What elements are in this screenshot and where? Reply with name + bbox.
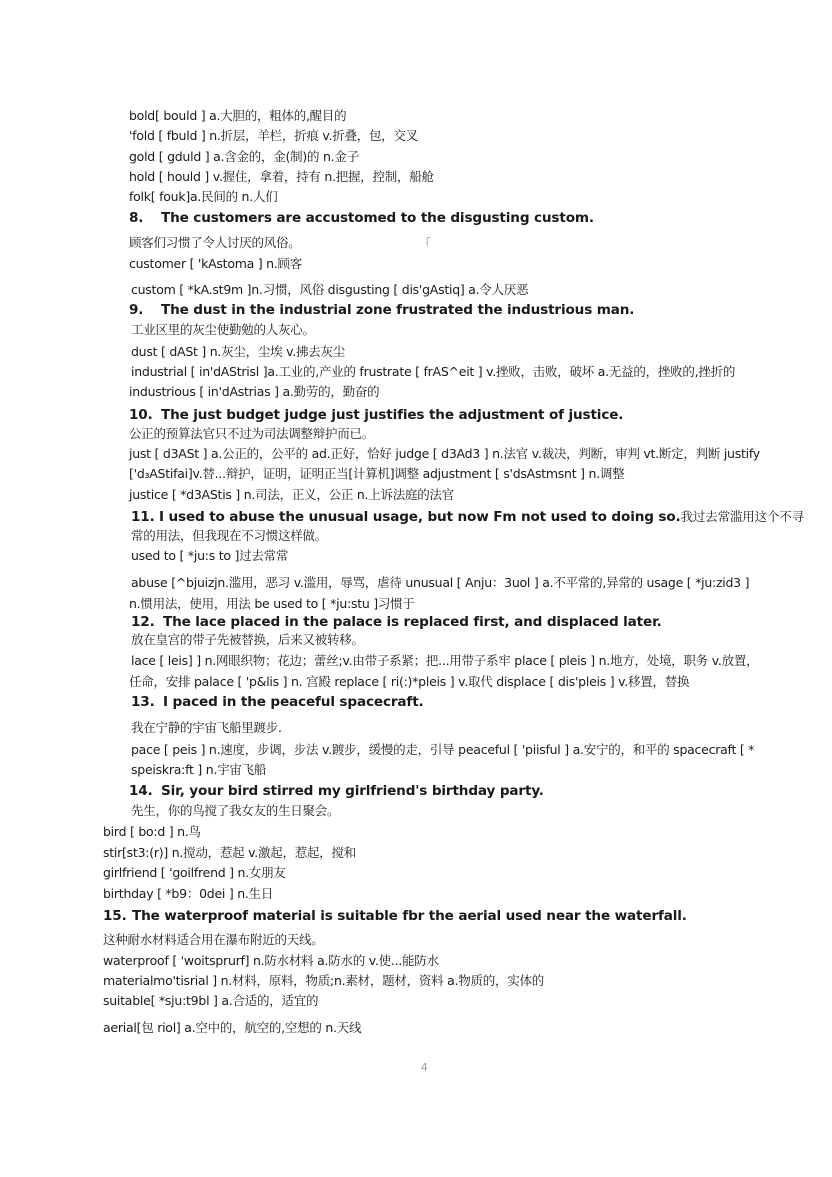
page-number: 4 [421,1062,428,1074]
text-line: ['d₃AStifai]v.替...辩护，证明，证明正当[计算机]调整 adjustment [ s'dsAstmsnt ] n.调整 [129,466,625,481]
heading-number: 14. [129,783,153,799]
text-line: industrial [ in'dAStrisl ]a.工业的,产业的 frustrate [ frAS^eit ] v.挫败，击败，破坏 a.无益的，挫败的,挫折的 [131,364,736,379]
text-line: justice [ *d3AStis ] n.司法，正义，公正 n.上诉法庭的法官 [129,487,455,502]
text-line: girlfriend [ 'goilfrend ] n.女朋友 [103,865,286,880]
text-line: pace [ peis ] n.速度，步调，步法 v.踱步，缓慢的走，引导 peaceful [ 'piisful ] a.安宁的，和平的 spacecraft [ * [131,742,755,757]
sentence-heading-14 [129,783,544,800]
text-line: 任命，安排 palace [ 'p&lis ] n. 宫殿 replace [ ri(:)*pleis ] v.取代 displace [ dis'pleis ] v.移置，替换 [129,674,690,689]
sentence-heading-10 [129,407,623,424]
heading-number: 10. [129,407,153,423]
sentence-heading-11 [131,508,804,526]
text-line: speiskra:ft ] n.宇宙飞船 [131,762,267,777]
text-line: 工业区里的灰尘使勤勉的人灰心。 [131,322,315,337]
text-line: 先生，你的鸟搅了我女友的生日聚会。 [131,803,340,818]
text-line: customer [ 'kAstoma ] n.顾客 [129,256,303,271]
text-line: 我在宁静的宇宙飞船里踱步. [131,720,282,735]
heading-translation: 我过去常滥用这个不寻 [680,509,805,524]
text-line: lace [ leis] ] n.网眼织物；花边；蕾丝;v.由带子系紧；把...用带子系牢 place [ pleis ] n.地方，处境，职务 v.放置， [131,653,759,668]
text-line: hold [ hould ] v.握住，拿着，持有 n.把握，控制，船舱 [129,169,434,184]
text-line: waterproof [ 'woitsprurf] n.防水材料 a.防水的 v.使...能防水 [103,953,439,968]
text-line: used to [ *ju:s to ]过去常常 [131,548,289,563]
heading-number: 13. [131,694,155,710]
heading-number: 9. [129,302,144,318]
heading-number: 8. [129,210,144,226]
heading-number: 11. [131,509,155,525]
text-line: 'fold [ fbuld ] n.折层，羊栏，折痕 v.折叠，包，交叉 [129,128,418,143]
text-line: 常的用法，但我现在不习惯这样做。 [131,528,328,543]
heading-number: 15. [103,908,127,924]
text-line: folk[ fouk]a.民间的 n.人们 [129,189,278,204]
text-line: abuse [^bjuizjn.滥用，恶习 v.滥用，辱骂，虐待 unusual [ Anju：3uol ] a.不平常的,异常的 usage [ *ju:zid3 ] [131,575,750,590]
heading-text: Sir, your bird stirred my girlfriend's birthday party. [161,783,544,799]
text-line: bold[ bould ] a.大胆的，粗体的,醒目的 [129,108,347,123]
sentence-heading-13 [131,694,424,711]
sentence-heading-9 [129,302,634,319]
text-line: dust [ dASt ] n.灰尘，尘埃 v.拂去灰尘 [131,344,346,359]
text-line: just [ d3ASt ] a.公正的，公平的 ad.正好，恰好 judge [ d3Ad3 ] n.法官 v.裁决，判断，审判 vt.断定，判断 justify [129,446,760,461]
text-line: aerial[包 riol] a.空中的，航空的,空想的 n.天线 [103,1020,362,1035]
text-line: stir[st3:(r)] n.搅动，惹起 v.激起，惹起，搅和 [103,845,356,860]
text-line: 这种耐水材料适合用在瀑布附近的天线。 [103,932,324,947]
text-line: birthday [ *b9：0dei ] n.生日 [103,886,274,901]
text-line: gold [ gduld ] a.含金的，金(制)的 n.金子 [129,149,359,164]
text-line: 顾客们习惯了令人讨厌的风俗。 [129,235,301,250]
sentence-heading-8 [129,210,594,227]
text-line: 放在皇宫的带子先被替换，后来又被转移。 [131,632,364,647]
heading-number: 12. [131,614,155,630]
stray-mark: 「 [419,237,432,251]
text-line: suitable[ *sju:t9bl ] a.合适的，适宜的 [103,993,319,1008]
heading-text: I used to abuse the unusual usage, but now Fm not used to doing so. [159,509,681,525]
sentence-heading-15 [103,908,687,925]
heading-text: The just budget judge just justifies the adjustment of justice. [161,407,624,423]
heading-text: The dust in the industrial zone frustrated the industrious man. [161,302,635,318]
text-line: industrious [ in'dAstrias ] a.勤劳的，勤奋的 [129,384,380,399]
text-line: custom [ *kA.st9m ]n.习惯，风俗 disgusting [ dis'gAstiq] a.令人厌恶 [131,282,529,297]
heading-text: The customers are accustomed to the disgusting custom. [161,210,594,226]
heading-text: The waterproof material is suitable fbr the aerial used near the waterfall. [132,908,687,924]
text-line: 公正的预算法官只不过为司法调整辩护而已。 [129,426,375,441]
heading-text: The lace placed in the palace is replaced first, and displaced later. [163,614,662,630]
sentence-heading-12 [131,614,662,631]
text-line: materialmo'tisrial ] n.材料，原料，物质;n.素材，题材，资料 a.物质的，实体的 [103,973,544,988]
text-line: n.惯用法，使用，用法 be used to [ *ju:stu ]习惯于 [129,596,415,611]
heading-text: I paced in the peaceful spacecraft. [163,694,424,710]
text-line: bird [ bo:d ] n.鸟 [103,824,201,839]
